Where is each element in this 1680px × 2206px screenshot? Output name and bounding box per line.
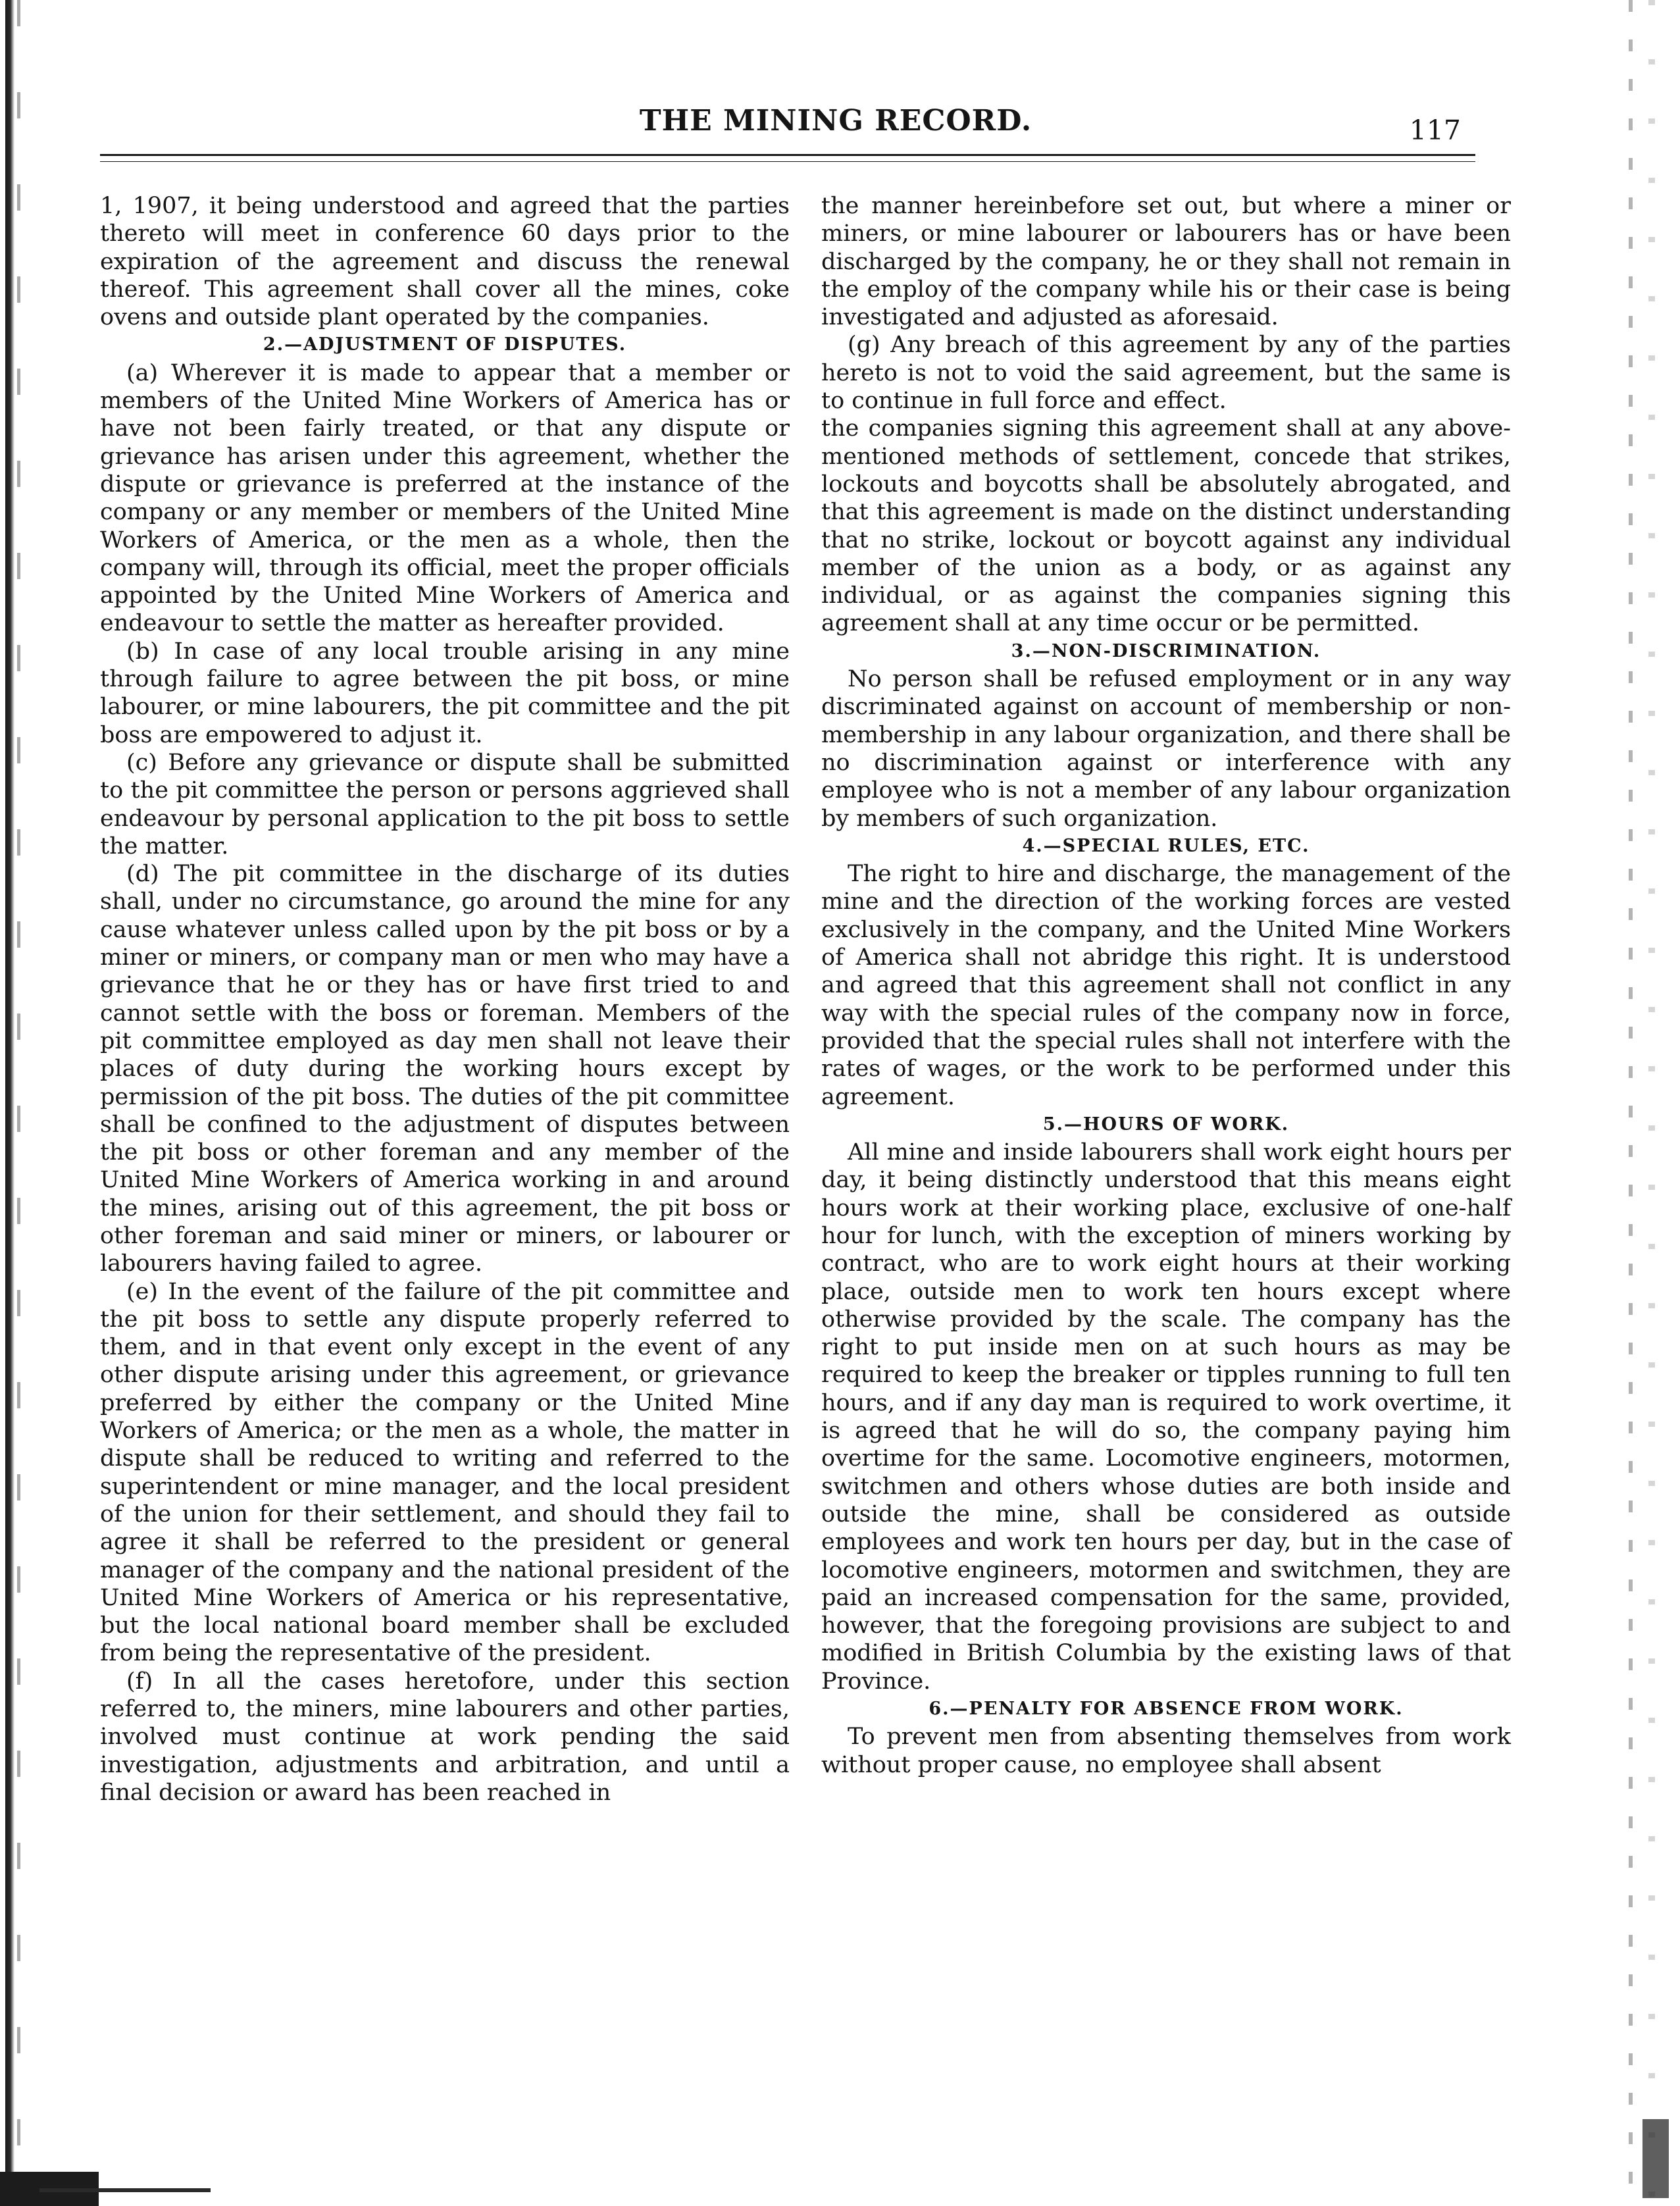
paragraph: (a) Wherever it is made to appear that a member or members of the United Mine Workers of America has or have not been fairly treated, or that any dispute or grievance has arisen under this agreement, whether the dispute or grievance is preferred at the instance of the company or any member or members of the United Mine Workers of America, or the men as a whole, then the company will, through its official, meet the proper officials appointed by the United Mine Workers of America and endeavour to settle the matter as hereafter provided. — [100, 359, 790, 637]
paragraph: (c) Before any grievance or dispute shall be submitted to the pit committee the person or persons aggrieved shall endeavour by personal application to the pit boss to settle the matter. — [100, 749, 790, 859]
section-heading: 5.—HOURS OF WORK. — [1042, 1114, 1290, 1135]
paragraph: The right to hire and discharge, the management of the mine and the direction of the working forces are vested exclusively in the company, and the United Mine Workers of America shall not abridge this right. It is understood and agreed that this agreement shall not conflict in any way with the special rules of the company now in force, provided that the special rules shall not interfere with the rates of wages, or the work to be performed under this agreement. — [821, 861, 1511, 1110]
section-heading: 6.—PENALTY FOR ABSENCE FROM WORK. — [929, 1699, 1404, 1720]
right-column — [821, 192, 1511, 1779]
header-rule-thin — [100, 161, 1475, 162]
running-head: THE MINING RECORD. — [639, 104, 1032, 138]
scan-corner-streak — [39, 2188, 211, 2192]
section-heading: 2.—ADJUSTMENT OF DISPUTES. — [263, 334, 627, 355]
paragraph: (f) In all the cases heretofore, under this section referred to, the miners, mine labourers and other parties, involved must continue at work pending the said investigation, adjustments and arbitration, and until a final decision or award has been reached in — [100, 1668, 790, 1806]
scan-right-edge-speckle — [1629, 0, 1633, 2206]
scan-binding-edge — [5, 0, 14, 2206]
paragraph: the companies signing this agreement shall at any above-mentioned methods of settlement, concede that strikes, lockouts and boycotts shall be absolutely abrogated, and that this agreement is made on the distinct understanding that no strike, lockout or boycott against any individual member of the union as a body, or as against any individual, or as against the companies signing this agreement shall at any time occur or be permitted. — [821, 415, 1511, 637]
section-heading: 4.—SPECIAL RULES, ETC. — [1022, 835, 1310, 856]
paragraph: 1, 1907, it being understood and agreed that the parties thereto will meet in conference 60 days prior to the expiration of the agreement and discuss the renewal thereof. This agreement shall cover all the mines, coke ovens and outside plant operated by the companies. — [100, 193, 790, 331]
paragraph: (g) Any breach of this agreement by any of the parties hereto is not to void the said agreement, but the same is to continue in full force and effect. — [821, 332, 1511, 415]
paragraph: (d) The pit committee in the discharge of its duties shall, under no circumstance, go around the mine for any cause whatever unless called upon by the pit boss or by a miner or miners, or company man or men who may have a grievance that he or they has or have first tried to and cannot settle with the boss or foreman. Members of the pit committee employed as day men shall not leave their places of duty during the working hours except by permission of the pit boss. The duties of the pit committee shall be confined to the adjustment of disputes between the pit boss or other foreman and any member of the United Mine Workers of America working in and around the mines, arising out of this agreement, the pit boss or other foreman and said miner or miners, or labourer or labourers having failed to agree. — [100, 861, 790, 1277]
section-heading: 3.—NON-DISCRIMINATION. — [1011, 640, 1321, 661]
paragraph: (e) In the event of the failure of the pit committee and the pit boss to settle any dispute properly referred to them, and in that event only except in the event of any other dispute arising under this agreement, or grievance preferred by either the company or the United Mine Workers of America; or the men as a whole, the matter in dispute shall be reduced to writing and referred to the superintendent or mine manager, and the local president of the union for their settlement, and should they fail to agree it shall be referred to the president or general manager of the company and the national president of the United Mine Workers of America or his representative, but the local national board member shall be excluded from being the representative of the president. — [100, 1278, 790, 1667]
paragraph: the manner hereinbefore set out, but where a miner or miners, or mine labourer or labourers has or have been discharged by the company, he or they shall not remain in the employ of the company while his or their case is being investigated and adjusted as aforesaid. — [821, 193, 1511, 331]
page-number: 117 — [1409, 115, 1461, 146]
header-rule-thick — [100, 154, 1475, 156]
scan-binding-edge-speckle — [17, 0, 20, 2206]
scan-right-corner-smudge — [1642, 2119, 1669, 2198]
paragraph: No person shall be refused employment or in any way discriminated against on account of membership or non-membership in any labour organization, and there shall be no discrimination against or interference with any employee who is not a member of any labour organization by members of such organization. — [821, 666, 1511, 832]
paragraph: To prevent men from absenting themselves from work without proper cause, no employee shall absent — [821, 1724, 1511, 1778]
paragraph: All mine and inside labourers shall work eight hours per day, it being distinctly understood that this means eight hours work at their working place, exclusive of one-half hour for lunch, with the exception of miners working by contract, who are to work eight hours at their working place, outside men to work ten hours except where otherwise provided by the scale. The company has the right to put inside men on at such hours as may be required to keep the breaker or tipples running to full ten hours, and if any day man is required to work overtime, it is agreed that he will do so, the company paying him overtime for the same. Locomotive engineers, motormen, switchmen and others whose duties are both inside and outside the mine, shall be considered as outside employees and work ten hours per day, but in the case of locomotive engineers, motormen and switchmen, they are paid an increased compensation for the same, provided, however, that the foregoing provisions are subject to and modified in British Columbia by the existing laws of that Province. — [821, 1139, 1511, 1695]
paragraph: (b) In case of any local trouble arising in any mine through failure to agree between the pit boss, or mine labourer, or mine labourers, the pit committee and the pit boss are empowered to adjust it. — [100, 638, 790, 748]
left-column — [100, 192, 790, 1807]
scan-right-edge-speckle-outer — [1648, 0, 1655, 2206]
